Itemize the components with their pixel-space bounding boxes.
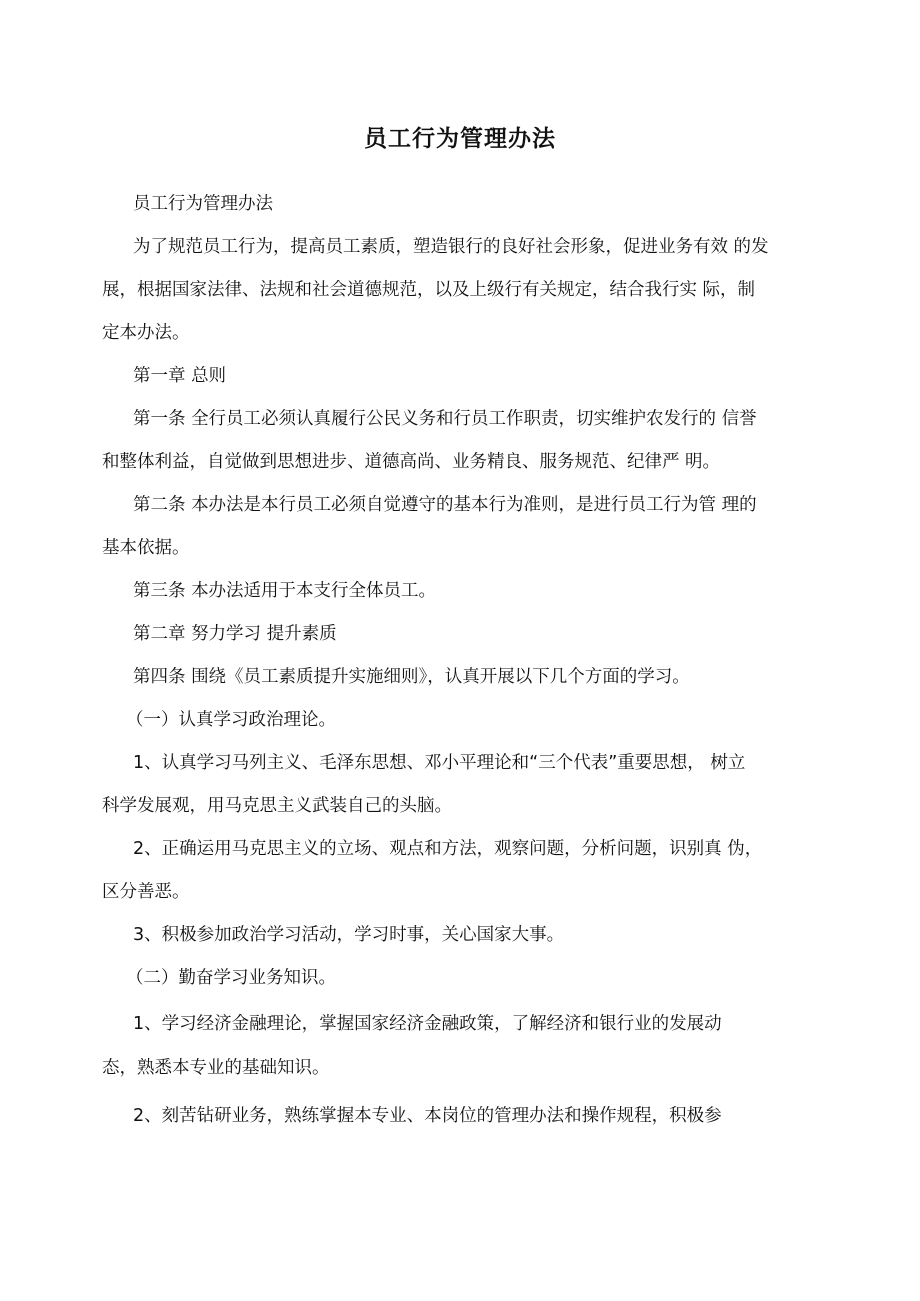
- paragraph-line: 为了规范员工行为，提高员工素质，塑造银行的良好社会形象，促进业务有效 的发: [133, 237, 769, 257]
- paragraph-line: 第三条 本办法适用于本支行全体员工。: [133, 581, 437, 601]
- section-heading: （二）勤奋学习业务知识。: [126, 968, 336, 988]
- paragraph-line: 2、刻苦钻研业务，熟练掌握本专业、本岗位的管理办法和操作规程，积极参: [133, 1106, 722, 1126]
- paragraph-line: 区分善恶。: [102, 882, 190, 902]
- paragraph-line: 2、正确运用马克思主义的立场、观点和方法，观察问题，分析问题，识别真 伪，: [133, 839, 763, 859]
- paragraph-line: 员工行为管理办法: [133, 194, 273, 214]
- chapter-heading: 第二章 努力学习 提升素质: [133, 624, 337, 644]
- paragraph-line: 3、积极参加政治学习活动，学习时事，关心国家大事。: [133, 925, 565, 945]
- paragraph-line: 定本办法。: [102, 323, 190, 343]
- paragraph-line: 1、学习经济金融理论，掌握国家经济金融政策，了解经济和银行业的发展动: [133, 1014, 722, 1034]
- paragraph-line: 和整体利益，自觉做到思想进步、道德高尚、业务精良、服务规范、纪律严 明。: [102, 452, 721, 472]
- paragraph-line: 第四条 围绕《员工素质提升实施细则》，认真开展以下几个方面的学习。: [133, 667, 690, 687]
- paragraph-line: 第二条 本办法是本行员工必须自觉遵守的基本行为准则，是进行员工行为管 理的: [133, 495, 757, 515]
- paragraph-line: 1、认真学习马列主义、毛泽东思想、邓小平理论和“三个代表”重要思想， 树立: [133, 753, 746, 773]
- paragraph-line: 展，根据国家法律、法规和社会道德规范，以及上级行有关规定，结合我行实 际，制: [102, 280, 756, 300]
- paragraph-line: 科学发展观，用马克思主义武装自己的头脑。: [102, 796, 452, 816]
- document-title: 员工行为管理办法: [364, 126, 556, 152]
- paragraph-line: 第一条 全行员工必须认真履行公民义务和行员工作职责，切实维护农发行的 信誉: [133, 409, 757, 429]
- chapter-heading: 第一章 总则: [133, 366, 227, 386]
- paragraph-line: 态，熟悉本专业的基础知识。: [102, 1058, 330, 1078]
- section-heading: （一）认真学习政治理论。: [126, 710, 336, 730]
- paragraph-line: 基本依据。: [102, 538, 190, 558]
